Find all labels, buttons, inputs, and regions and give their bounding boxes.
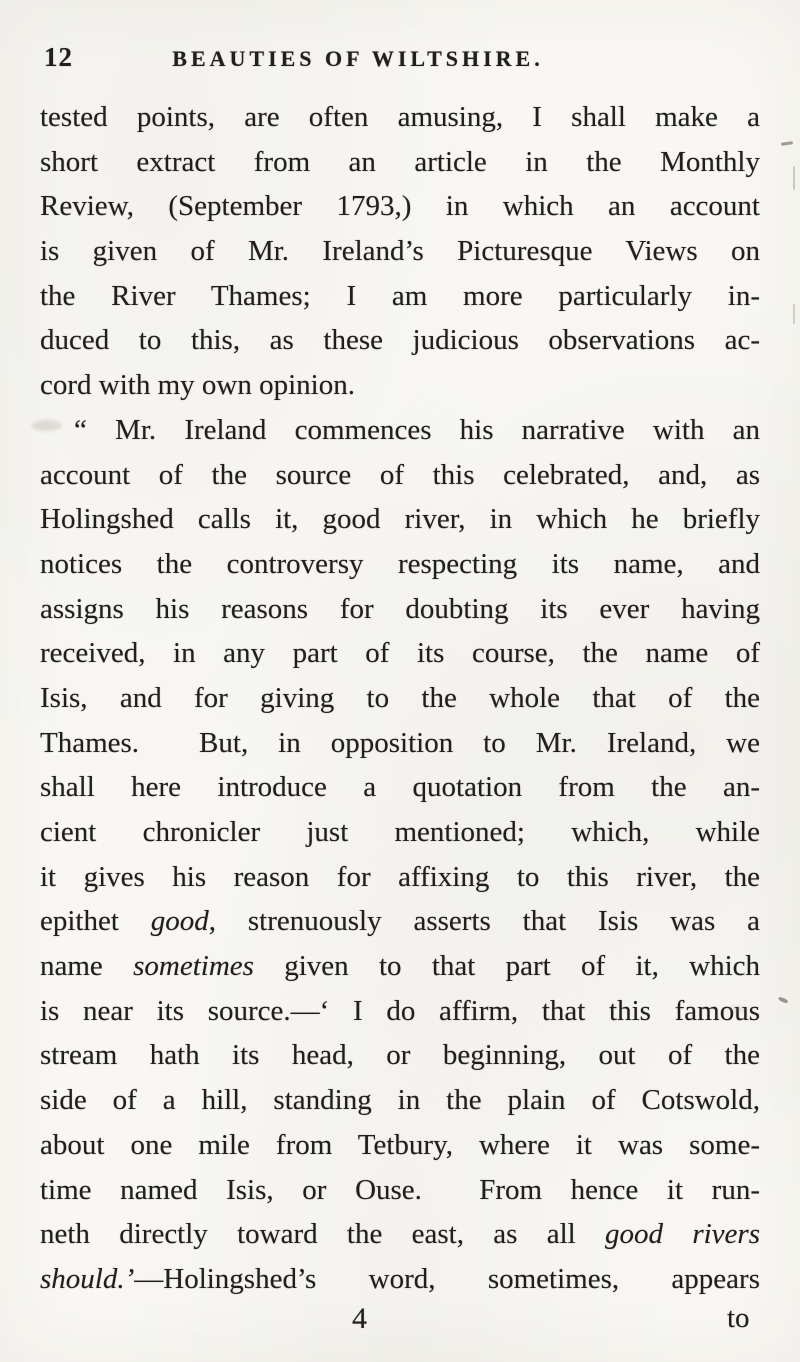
text-line — [40, 587, 760, 632]
text-segment: stream hath its head, or beginning, out of the — [40, 1039, 760, 1072]
text-line — [40, 184, 760, 229]
scan-smudge — [728, 1006, 746, 1012]
text-segment: shall here introduce a quotation from the an- — [40, 771, 760, 804]
text-line — [40, 229, 760, 274]
text-line — [40, 408, 760, 453]
text-segment: it gives his reason for affixing to this river, the — [40, 860, 760, 893]
text-line — [40, 497, 760, 542]
text-segment: Thames. But, in opposition to Mr. Ireland, we — [40, 726, 760, 759]
text-line — [40, 989, 760, 1034]
italic-text: good — [150, 905, 209, 938]
text-line — [40, 899, 760, 944]
text-line — [40, 1033, 760, 1078]
signature-mark: 4 — [352, 1302, 367, 1335]
text-line — [40, 542, 760, 587]
text-segment: received, in any part of its course, the name of — [40, 637, 760, 670]
body-text — [40, 95, 760, 1302]
italic-text: good rivers — [605, 1218, 760, 1251]
text-segment: Holingshed calls it, good river, in which he briefly — [40, 503, 760, 536]
text-line — [40, 855, 760, 900]
text-line — [40, 363, 760, 408]
text-line — [40, 318, 760, 363]
text-segment: —Holingshed’s word, sometimes, appears — [134, 1262, 760, 1295]
text-line — [40, 810, 760, 855]
text-segment: about one mile from Tetbury, where it was some- — [40, 1128, 760, 1161]
scan-speck — [778, 996, 789, 1004]
text-segment: duced to this, as these judicious observations ac- — [40, 324, 760, 357]
text-segment: is near its source.—‘ I do affirm, that this famous — [40, 994, 760, 1027]
text-line — [40, 1212, 760, 1257]
text-segment: Review, (September 1793,) in which an account — [40, 190, 760, 223]
text-line — [40, 453, 760, 498]
text-segment: , strenuously asserts that Isis was a — [208, 905, 760, 938]
running-title: BEAUTIES OF WILTSHIRE. — [172, 46, 544, 71]
text-segment: account of the source of this celebrated, and, as — [40, 458, 760, 491]
text-line — [40, 676, 760, 721]
text-segment: time named Isis, or Ouse. From hence it run- — [40, 1173, 760, 1206]
scan-speck — [781, 141, 793, 146]
catchword: to — [727, 1302, 750, 1334]
text-line — [40, 1168, 760, 1213]
scan-speck — [793, 166, 795, 190]
text-line — [40, 944, 760, 989]
text-segment: the River Thames; I am more particularly in- — [40, 279, 760, 312]
text-line — [40, 765, 760, 810]
text-segment: is given of Mr. Ireland’s Picturesque Views on — [40, 235, 760, 268]
scan-smudge — [32, 420, 62, 431]
text-segment: assigns his reasons for doubting its ever having — [40, 592, 760, 625]
text-line — [40, 631, 760, 676]
text-segment: neth directly toward the east, as all — [40, 1218, 606, 1251]
text-segment: side of a hill, standing in the plain of Cotswold, — [40, 1084, 760, 1117]
text-segment: short extract from an article in the Monthly — [40, 145, 760, 178]
italic-text: sometimes — [133, 950, 254, 983]
text-segment: tested points, are often amusing, I shall make a — [40, 101, 760, 133]
text-segment: Isis, and for giving to the whole that of the — [40, 681, 760, 714]
text-segment: notices the controversy respecting its name, and — [40, 547, 760, 580]
text-segment: epithet — [40, 905, 151, 938]
page-number: 12 — [44, 42, 73, 72]
italic-text: should.’ — [40, 1262, 135, 1295]
text-line — [40, 95, 760, 140]
text-line — [40, 1257, 760, 1302]
text-line — [40, 721, 760, 766]
text-segment: cient chronicler just mentioned; which, while — [40, 816, 760, 848]
text-line — [40, 140, 760, 185]
text-segment: “ Mr. Ireland commences his narrative with an — [74, 413, 760, 446]
text-line — [40, 1078, 760, 1123]
text-segment: cord with my own opinion. — [40, 369, 355, 402]
text-line — [40, 274, 760, 319]
text-line — [40, 1123, 760, 1168]
text-segment: given to that part of it, which — [253, 950, 760, 983]
scan-speck — [793, 304, 795, 324]
text-segment: name — [40, 950, 134, 983]
